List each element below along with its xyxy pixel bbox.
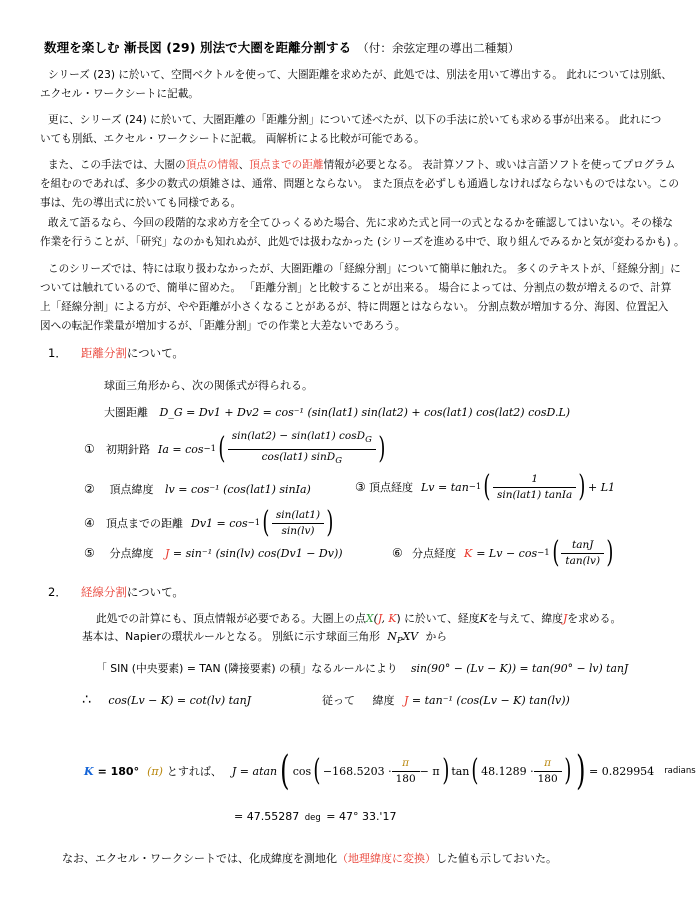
- text-run: また、この手法では、大圏の: [48, 159, 186, 171]
- fraction-denominator: sin(lat1) tanIa: [497, 488, 573, 501]
- example-minus-pi: − π: [419, 764, 440, 778]
- paren-left: (: [218, 431, 226, 466]
- formula-initial-course: [84, 431, 388, 467]
- formula-equation: = sin⁻¹ (sin(lv) cos(Dv1 − Dv)): [172, 547, 343, 560]
- distance-equation: D_G = Dv1 + Dv2 = cos⁻¹ (sin(lat1) sin(lat2) + cos(lat1) cos(lat2) cosD.L): [159, 406, 571, 419]
- paragraph-line: ついては触れているので、簡単に留めた。 「距離分割」と比較することが出来る。 場合によっては、分割点の数が増えるので、計算: [40, 282, 672, 294]
- section-number: 2．: [48, 585, 67, 599]
- paren-left: (: [471, 753, 479, 788]
- paren-right: ): [378, 431, 386, 466]
- therefore-symbol: ∴: [82, 692, 91, 708]
- text-run: 基本は、Napierの環状ルールとなる。 別紙に示す球面三角形: [82, 630, 380, 643]
- paragraph-line: シリーズ (23) に於いて、空間ベクトルを使って、大圏距離を求めたが、此処では、別法を用いて導出する。 此れについては別紙、: [48, 69, 672, 81]
- paren-right: ): [564, 753, 572, 788]
- section-title-rest: について。: [126, 346, 184, 360]
- fraction-denominator: [228, 450, 376, 469]
- paren-left: (: [551, 535, 559, 570]
- formula-lhs: Dv1 = cos: [191, 516, 248, 530]
- numerator-text: sin(lat2) − sin(lat1) cosD: [231, 430, 366, 443]
- triangle-n: N: [387, 630, 397, 643]
- degree-result: [234, 810, 396, 823]
- paren-right: ): [441, 753, 449, 788]
- fraction-denominator: sin(lv): [281, 524, 315, 537]
- paren-left: (: [313, 753, 321, 788]
- section-2-heading: [48, 584, 184, 600]
- numerator-sub: G: [365, 435, 372, 446]
- fraction: [561, 538, 604, 569]
- napier-rule-line: [96, 661, 628, 676]
- paragraph-line: 事は、先の導出式に於いても同様である。: [40, 197, 242, 209]
- formula-label: 頂点経度: [369, 481, 413, 494]
- paragraph-line: 敢えて語るなら、今回の段階的な求め方を全てひっくるめた場合、先に求めた式と同一の式となるかを確認してはいない。その様な: [48, 217, 674, 229]
- latitude-variable: J: [404, 694, 409, 707]
- rule-formula: sin(90° − (Lv − K)) = tan(90° − lv) tanJ: [410, 662, 629, 675]
- fraction-numerator: π: [392, 756, 420, 772]
- formula-vertex-longitude: [355, 467, 615, 507]
- marker-6: ⑥: [392, 546, 403, 560]
- formula-sup: −1: [468, 482, 482, 492]
- section-title-rest: について。: [126, 585, 184, 599]
- var-j: J: [377, 612, 382, 625]
- section-title-highlight: 経線分割: [80, 585, 127, 599]
- fraction-denominator: 180: [537, 772, 558, 785]
- fraction: [392, 756, 420, 787]
- formula-equation: lv = cos⁻¹ (cos(lat1) sinIa): [165, 483, 311, 496]
- section-1-intro: 球面三角形から、次の関係式が得られる。: [104, 379, 313, 392]
- paragraph-3: [40, 156, 679, 213]
- fraction: [534, 756, 562, 787]
- paragraph-2: [40, 111, 662, 149]
- formula-lhs: Lv = tan: [421, 480, 469, 494]
- var-k: K: [388, 612, 397, 625]
- degree-unit: deg: [304, 813, 321, 823]
- formula-label: 分点緯度: [109, 547, 154, 560]
- formula-distance-to-vertex: [84, 505, 336, 541]
- paragraph-1: [40, 66, 672, 104]
- page-title: [44, 38, 520, 56]
- text-run: 此処での計算にも、頂点情報が必要である。大圏上の点: [96, 612, 366, 625]
- example-result: = 0.829954: [588, 764, 655, 778]
- formula-label: 頂点までの距離: [106, 517, 183, 530]
- so-label: 従って: [322, 694, 355, 707]
- formula-sup: −1: [203, 444, 217, 454]
- text-run: 、: [238, 159, 250, 171]
- point-x: X: [365, 612, 374, 625]
- fraction: [493, 472, 576, 503]
- latitude-formula: = tan⁻¹ (cos(Lv − K) tan(lv)): [411, 694, 570, 707]
- text-run: を求める。: [567, 612, 622, 625]
- paragraph-line: いても別紙、エクセル・ワークシートに記載。 両解析による比較が可能である。: [40, 133, 425, 145]
- marker-5: ⑤: [84, 546, 95, 560]
- section-2-line-1: [96, 611, 621, 626]
- latitude-label: 緯度: [372, 694, 395, 707]
- example-k-value: = 180°: [97, 764, 140, 778]
- paren-left: (: [280, 748, 290, 794]
- fraction-numerator: [228, 429, 376, 449]
- marker-2: ②: [84, 482, 95, 496]
- marker-4: ④: [84, 516, 95, 530]
- var-j: J: [562, 612, 568, 625]
- paragraph-5: [40, 260, 681, 336]
- triangle-xv: XV: [402, 630, 419, 643]
- section-number: 1．: [48, 346, 67, 360]
- formula-division-longitude: [392, 533, 616, 573]
- paren-right: ): [606, 535, 614, 570]
- distance-formula: [104, 404, 570, 420]
- triangle-sub: P: [396, 636, 403, 647]
- footer-text: した値も示しておいた。: [436, 852, 557, 865]
- paragraph-line: 更に、シリーズ (24) に於いて、大圏距離の「距離分割」について述べたが、以下の手法に於いても求める事が出来る。 此れにつ: [48, 114, 662, 126]
- marker-1: ①: [84, 442, 95, 456]
- worked-example: [84, 749, 696, 793]
- footer-text: なお、エクセル・ワークシートでは、化成緯度を測地化: [62, 852, 337, 865]
- formula-variable: J: [165, 547, 170, 560]
- fraction-numerator: sin(lat1): [272, 508, 324, 524]
- marker-3: ③: [355, 480, 366, 494]
- title-subtitle: （付：余弦定理の導出二種類）: [357, 41, 520, 55]
- paragraph-line: エクセル・ワークシートに記載。: [40, 88, 199, 100]
- formula-sup: −1: [247, 518, 261, 528]
- formula-division-latitude: [84, 545, 343, 561]
- footer-highlight: （地理緯度に変換）: [337, 852, 436, 865]
- paren-right: ): [576, 748, 586, 794]
- formula-vertex-latitude: [84, 481, 311, 497]
- text-run: ) に於いて、経度: [396, 612, 480, 625]
- distance-label: 大圏距離: [104, 406, 148, 419]
- latitude-result-line: [322, 692, 570, 708]
- denominator-text: cos(lat1) sinD: [261, 450, 336, 463]
- highlight-vertex-distance: 頂点までの距離: [249, 159, 324, 171]
- paren-right: ): [578, 469, 586, 504]
- paragraph-4: [40, 214, 685, 252]
- example-unit: radians: [664, 766, 696, 776]
- fraction: [228, 429, 376, 468]
- denominator-sub: G: [335, 455, 343, 466]
- paragraph-line: 作業を行うことが、「研究」なのかも知れぬが、此処では扱わなかった (シリーズを進める中で、取り組んでみるかと気が変わるかも) 。: [40, 236, 685, 248]
- fraction-denominator: tan(lv): [565, 554, 601, 567]
- example-j-lhs: J = atan: [231, 764, 278, 778]
- text-run: ,: [381, 612, 389, 625]
- paren-left: (: [262, 505, 270, 540]
- paragraph-line: 上「経線分割」による方が、やや距離が小さくなることがあるが、特に問題とはならない。 分割点数が増加する分、海図、位置記入: [40, 301, 669, 313]
- fraction-numerator: tanJ: [561, 538, 604, 554]
- fraction: [272, 508, 324, 539]
- footer-note: [62, 850, 557, 866]
- example-k-var: K: [84, 764, 94, 778]
- formula-label: 頂点緯度: [109, 483, 154, 496]
- fraction-numerator: 1: [493, 472, 576, 488]
- var-k: K: [479, 612, 488, 625]
- formula-label: 分点経度: [412, 547, 456, 560]
- example-text: とすれば、: [166, 765, 222, 778]
- text-run: を与えて、緯度: [487, 612, 563, 625]
- therefore-line: [82, 692, 251, 708]
- example-tan: tan: [451, 764, 470, 778]
- formula-lhs: = Lv − cos: [476, 546, 538, 560]
- degree-dms: = 47° 33.'17: [326, 810, 397, 823]
- section-1-heading: [48, 345, 184, 361]
- section-2-line-2: [82, 629, 447, 646]
- text-run: 情報が必要となる。 表計算ソフト、或いは言語ソフトを使ってプログラム: [323, 159, 676, 171]
- degree-value: = 47.55287: [234, 810, 300, 823]
- paragraph-line: このシリーズでは、特には取り扱わなかったが、大圏距離の「経線分割」について簡単に触れた。 多くのテキストが、「経線分割」に: [48, 263, 681, 275]
- fraction-denominator: 180: [395, 772, 416, 785]
- formula-sup: −1: [537, 548, 550, 558]
- paragraph-line: [40, 156, 676, 175]
- fraction-numerator: π: [534, 756, 562, 772]
- paren-left: (: [483, 469, 491, 504]
- text-run: から: [425, 630, 448, 643]
- section-title-highlight: 距離分割: [80, 346, 127, 360]
- rule-text: 「 SIN (中央要素) = TAN (隣接要素) の積」なるルールにより: [96, 662, 398, 675]
- paragraph-line: 図への転記作業量が増加するが、「距離分割」での作業と大差ないであろう。: [40, 320, 406, 332]
- paragraph-line: を組むのであれば、多少の数式の煩雑さは、通常、問題とならない。 また頂点を必ずしも通過しなければならないものではない。この: [40, 178, 679, 190]
- example-value-2: 48.1289 ·: [481, 764, 534, 778]
- text-run: (: [373, 612, 378, 625]
- formula-label: 初期針路: [106, 443, 150, 456]
- formula-lhs: Ia = cos: [158, 442, 204, 456]
- example-pi-note: (π): [147, 764, 163, 778]
- therefore-formula: cos(Lv − K) = cot(lv) tanJ: [108, 694, 252, 707]
- example-value-1: −168.5203 ·: [322, 764, 392, 778]
- title-text: 数理を楽しむ 漸長図 (29) 別法で大圏を距離分割する: [44, 40, 352, 55]
- example-cos: cos: [292, 764, 312, 778]
- formula-tail: + L1: [587, 480, 616, 494]
- highlight-vertex-info: 頂点の情報: [185, 159, 239, 171]
- paren-right: ): [326, 505, 334, 540]
- formula-variable: K: [464, 546, 473, 560]
